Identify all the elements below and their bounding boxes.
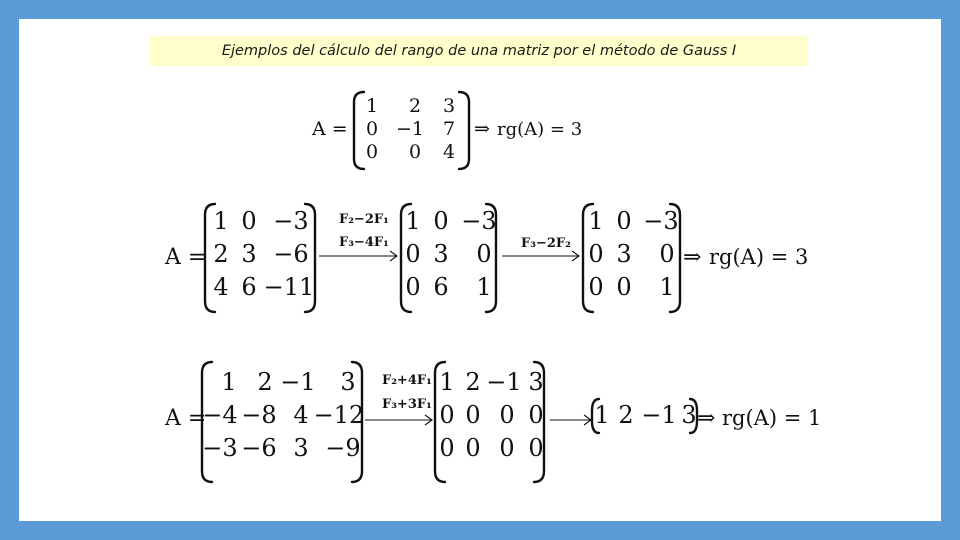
ex1-m1-cell: 3 bbox=[442, 95, 456, 117]
ex2-m3-cell: 0 bbox=[616, 273, 632, 301]
ex3-op1-line2: F₃+3F₁ bbox=[382, 397, 432, 412]
ex1-m1-cell: −1 bbox=[395, 118, 425, 140]
ex3-m2-cell: 0 bbox=[499, 434, 515, 462]
ex3-m1-cell: −12 bbox=[313, 401, 365, 429]
ex2-m3-cell: 0 bbox=[616, 207, 632, 235]
ex2-m2-cell: −3 bbox=[461, 207, 497, 235]
ex2-result: rg(A) = 3 bbox=[709, 245, 809, 269]
ex3-m1-cell: 4 bbox=[293, 401, 309, 429]
ex3-m1-cell: −9 bbox=[325, 434, 361, 462]
ex2-m3-cell: 0 bbox=[659, 240, 675, 268]
ex2-m2-cell: 0 bbox=[405, 240, 421, 268]
math-examples bbox=[19, 19, 941, 521]
ex1-m1-cell: 4 bbox=[442, 141, 456, 163]
ex2-lhs: A = bbox=[165, 245, 207, 270]
ex2-op2-line1: F₃−2F₂ bbox=[521, 236, 571, 251]
ex2-op1-line1: F₂−2F₁ bbox=[339, 212, 389, 227]
example-3 bbox=[164, 362, 821, 482]
ex1-m1-cell: 2 bbox=[408, 95, 422, 117]
ex3-m1-cell: 1 bbox=[221, 368, 237, 396]
ex2-m3-cell: 0 bbox=[588, 273, 604, 301]
ex3-m1-cell: 3 bbox=[340, 368, 356, 396]
ex3-row-cell: 3 bbox=[681, 401, 697, 429]
ex2-m1-cell: 1 bbox=[213, 207, 229, 235]
ex3-m2-cell: 0 bbox=[528, 401, 544, 429]
ex2-m3-cell: 0 bbox=[588, 240, 604, 268]
ex2-m2-cell: 1 bbox=[405, 207, 421, 235]
ex1-m1-cell: 1 bbox=[365, 95, 379, 117]
ex3-row-cell: 2 bbox=[618, 401, 634, 429]
ex2-m2-cell: 0 bbox=[476, 240, 492, 268]
ex2-m3-cell: −3 bbox=[643, 207, 679, 235]
ex3-m2-cell: 0 bbox=[439, 401, 455, 429]
ex3-m1-cell: −4 bbox=[202, 401, 238, 429]
ex3-m2-cell: −1 bbox=[486, 368, 522, 396]
ex2-m1-cell: −6 bbox=[273, 240, 309, 268]
ex2-m2-cell: 1 bbox=[476, 273, 492, 301]
ex3-m2-cell: 1 bbox=[439, 368, 455, 396]
ex3-op1-line1: F₂+4F₁ bbox=[382, 373, 432, 388]
ex3-implies: ⇒ bbox=[697, 406, 716, 431]
ex1-m1-cell: 0 bbox=[365, 118, 379, 140]
ex1-result: rg(A) = 3 bbox=[497, 119, 583, 140]
ex3-lhs: A = bbox=[165, 406, 207, 431]
ex3-m2-cell: 2 bbox=[465, 368, 481, 396]
ex3-m1-cell: 2 bbox=[257, 368, 273, 396]
ex3-result: rg(A) = 1 bbox=[722, 406, 822, 430]
ex3-m2-cell: 0 bbox=[499, 401, 515, 429]
ex2-m1-cell: −11 bbox=[263, 273, 315, 301]
ex1-m1-right-bracket bbox=[459, 92, 469, 169]
ex3-m2-cell: 0 bbox=[439, 434, 455, 462]
ex2-m1-cell: 0 bbox=[241, 207, 257, 235]
ex3-m2-cell: 3 bbox=[528, 368, 544, 396]
ex3-m1-cell: −3 bbox=[202, 434, 238, 462]
ex2-m2-cell: 6 bbox=[433, 273, 449, 301]
example-2 bbox=[164, 204, 808, 312]
ex3-m2-cell: 0 bbox=[528, 434, 544, 462]
ex2-m2-cell: 0 bbox=[433, 207, 449, 235]
ex2-m1-cell: 4 bbox=[213, 273, 229, 301]
ex2-m3-cell: 3 bbox=[616, 240, 632, 268]
ex3-row-cell: −1 bbox=[641, 401, 677, 429]
ex3-m1-cell: −6 bbox=[241, 434, 277, 462]
ex2-m1-cell: 6 bbox=[241, 273, 257, 301]
ex2-m1-cell: 2 bbox=[213, 240, 229, 268]
ex1-m1-left-bracket bbox=[354, 92, 364, 169]
ex1-m1-cell: 7 bbox=[442, 118, 456, 140]
ex2-op1-line2: F₃−4F₁ bbox=[339, 235, 389, 250]
ex2-m3-cell: 1 bbox=[588, 207, 604, 235]
ex3-m1-cell: 3 bbox=[293, 434, 309, 462]
ex3-row-cell: 1 bbox=[594, 401, 610, 429]
ex2-m1-cell: −3 bbox=[273, 207, 309, 235]
ex2-m1-cell: 3 bbox=[241, 240, 257, 268]
slide bbox=[19, 19, 941, 521]
example-1 bbox=[311, 92, 582, 169]
ex3-m2-cell: 0 bbox=[465, 401, 481, 429]
ex3-m1-cell: −1 bbox=[280, 368, 316, 396]
ex1-implies: ⇒ bbox=[474, 118, 490, 140]
ex2-m2-cell: 0 bbox=[405, 273, 421, 301]
ex2-m2-cell: 3 bbox=[433, 240, 449, 268]
ex1-lhs: A = bbox=[312, 118, 348, 140]
ex3-m2-cell: 0 bbox=[465, 434, 481, 462]
ex1-m1-cell: 0 bbox=[408, 141, 422, 163]
ex2-m3-cell: 1 bbox=[659, 273, 675, 301]
slide-title-text: Ejemplos del cálculo del rango de una matriz por el método de Gauss I bbox=[221, 43, 737, 59]
ex1-m1-cell: 0 bbox=[365, 141, 379, 163]
ex3-m1-cell: −8 bbox=[241, 401, 277, 429]
ex2-implies: ⇒ bbox=[683, 245, 702, 270]
